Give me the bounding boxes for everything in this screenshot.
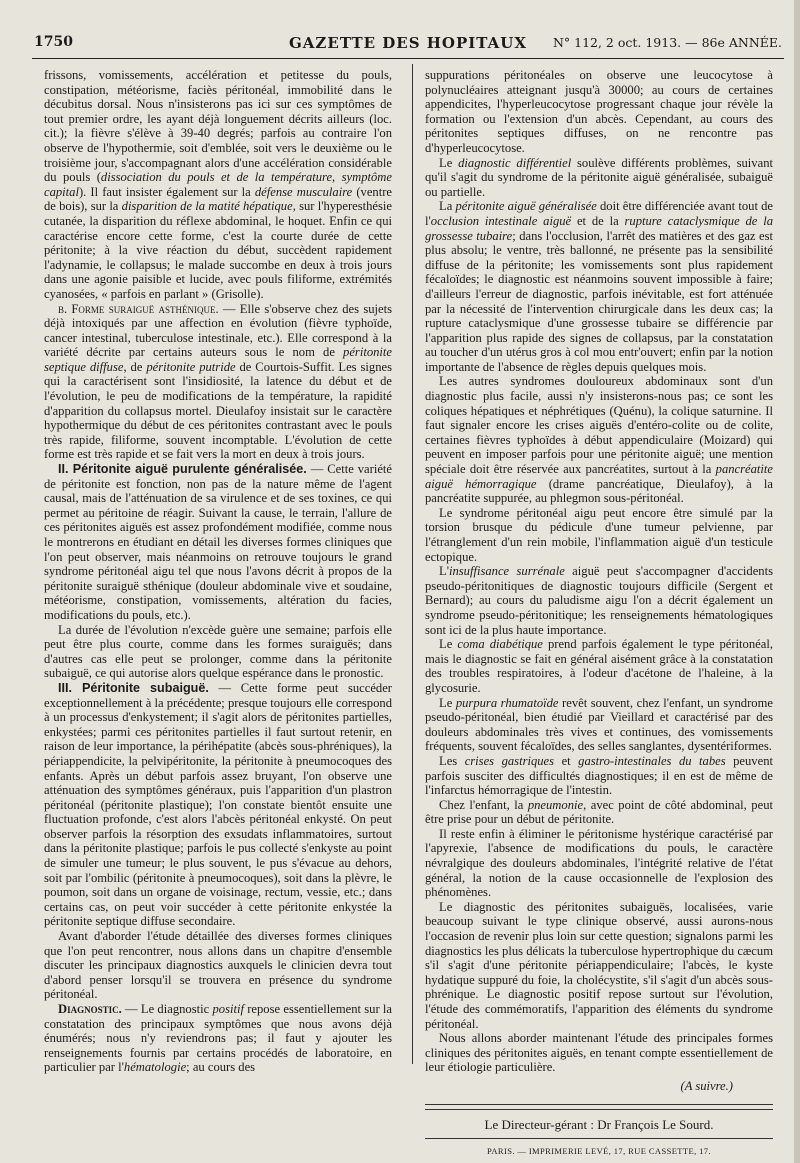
paragraph-peritonite-purulente: II. Péritonite aiguë purulente généralisée. — Cette variété de péritonite est fonction, non pas de la nature même de l'agent causal, mais de l'atténuation de sa virulence et de ses toxines, ce qui permet au péritoine de réagir. Suivant la cause, le terrain, l'allure de ces péritonites aiguës est assez profondément modifiée, comme nous le montrerons en étudiant en détail les diverses formes cliniques que l'on peut observer, mais néanmoins on retrouve toujours le grand syndrome péritonéal aigu tel que nous l'avons décrit à propos de la péritonite suraiguë sthénique (douleur abdominale vive et soudaine, météorisme, constipation, vomissements, altération du facies, modifications du pouls, etc.).	[44, 462, 392, 622]
paragraph: Le coma diabétique prend parfois également le type péritonéal, mais le diagnostic se fait en général aisément grâce à la constatation des troubles respiratoires, à l'odeur d'acétone de l'haleine, à la glycosurie.	[425, 637, 773, 695]
paragraph: Le diagnostic différentiel soulève différents problèmes, suivant qu'il s'agit du syndrome de la péritonite aiguë généralisée, subaiguë ou partielle.	[425, 155, 773, 199]
journal-title: GAZETTE DES HOPITAUX	[288, 34, 527, 52]
paragraph: Le syndrome péritonéal aigu peut encore être simulé par la torsion brusque du pédicule d'une tumeur pelvienne, par l'étranglement d'un rein mobile, l'inflammation aiguë d'un testicule ectopique.	[425, 505, 773, 564]
left-column	[44, 68, 392, 1128]
page-header	[32, 28, 784, 59]
paragraph: frissons, vomissements, accélération et petitesse du pouls, constipation, météorisme, faciès péritonéal, immobilité dans le décubitus dorsal. Nous n'insisterons pas ici sur ces symptômes de tout premier ordre, les ayant déjà longuement décrits ailleurs (loc. cit.); la fièvre s'élève à 39-40 degrés; parfois au contraire l'on observe de l'hypothermie, soit d'emblée, soit vers le deuxième ou le troisième jour, s'accompagnant alors d'une accélération considérable du pouls (dissociation du pouls et de la température, symptôme capital). Il faut insister également sur la défense musculaire (ventre de bois), sur la disparition de la matité hépatique, sur l'hyperesthésie cutanée, la disparition du réflexe abdominal, le hoquet. Enfin ce qui caractérise encore cette forme, c'est la courte durée de cette péritonite; à la vive réaction du début, succèdent rapidement l'adynamie, le collapsus; le malade succombe en deux à trois jours dans une agonie paisible et lucide, avec pouls filiforme, extrémités cyanosées, « parfois en parlant » (Grisolle).	[44, 68, 393, 301]
section-label: b. Forme suraiguë asthénique.	[58, 301, 219, 316]
paragraph: Il reste enfin à éliminer le péritonisme hystérique caractérisé par l'apyrexie, l'absence de modifications du pouls, le caractère névralgique des douleurs abdominales, l'intégrité relative de l'état général, la notion de la cause occasionnelle de l'explosion des phénomènes.	[425, 826, 773, 900]
paragraph: Chez l'enfant, la pneumonie, avec point de côté abdominal, peut être prise pour un début de péritonite.	[425, 797, 773, 827]
issue-info: N° 112, 2 oct. 1913. — 86e ANNÉE.	[552, 35, 782, 50]
paragraph-forme-suraigue: b. Forme suraiguë asthénique. — Elle s'observe chez des sujets déjà intoxiqués par une affection en évolution (fièvre typhoïde, cancer intestinal, tuberculose intestinale, etc.). Elle correspond à la variété décrite par certains auteurs sous le nom de péritonite septique diffuse, de péritonite putride de Courtois-Suffit. Les signes qui la caractérisent sont l'insidiosité, la latence du début et de l'évolution, le peu de modifications de la température, la rapidité d'apparition du collapsus mortel. Dieulafoy insistait sur le caractère hypothermique du début de ces péritonites contrastant avec le pouls très rapide, filiforme, souvent incomptable. L'évolution de cette forme est très rapide et se fait vers la mort en deux à trois jours.	[44, 301, 393, 462]
paragraph: Le diagnostic des péritonites subaiguës, localisées, varie beaucoup suivant le type clinique observé, aussi aurons-nous l'occasion de revenir plus loin sur cette question; signalons parmi les diagnostics les plus délicats la tuberculose hypertrophique du cæcum s'il s'agit d'une péritonite périappendiculaire; l'abcès, le kyste hydatique suppuré du foie, la cholécystite, s'il s'agit d'un abcès sous-phrénique. Le diagnostic positif repose surtout sur l'évolution, l'étude des commémoratifs, l'apparition des éléments du syndrome péritonéal.	[425, 899, 773, 1031]
paragraph: L'insuffisance surrénale aiguë peut s'accompagner d'accidents pseudo-péritonitiques de diagnostic toujours difficile (Sergent et Bernard); au cours du paludisme aigu l'on a décrit également un syndrome pseudo-péritonitique; les renseignements hématologiques sont ici de la plus haute importance.	[425, 564, 773, 637]
to-be-continued: (A suivre.)	[680, 1078, 733, 1093]
page-edge	[794, 0, 800, 1163]
paragraph: Le purpura rhumatoïde revêt souvent, chez l'enfant, un syndrome pseudo-péritonéal, bien étudié par Vieillard et caractérisé par des douleurs abdominales très vives et continues, des vomissements fréquents, souvent fécaloïdes, des selles sanglantes, dysentériformes.	[425, 695, 773, 754]
column-rule	[412, 64, 413, 1064]
director-signature: Le Directeur-gérant : Dr François Le Sourd.	[484, 1116, 714, 1132]
paragraph: Avant d'aborder l'étude détaillée des diverses formes cliniques que l'on peut rencontrer, nous allons dans un chapitre d'ensemble discuter les principaux diagnostics auxquels le clinicien devra tout d'abord penser lorsqu'il se trouvera en présence du syndrome péritonéal.	[44, 929, 392, 1002]
paragraph-diagnostic: Diagnostic. — Le diagnostic positif repose essentiellement sur la constatation des principaux symptômes que nous avons déjà énumérés; nous n'y reviendrons pas; il faut y ajouter les renseignements fournis par certains procédés de laboratoire, en particulier par l'hématologie; au cours des	[44, 1002, 392, 1075]
right-column	[425, 68, 774, 1157]
printer-line: PARIS. — IMPRIMERIE LEVÉ, 17, RUE CASSETTE, 17.	[425, 1138, 773, 1159]
paragraph: La durée de l'évolution n'excède guère une semaine; parfois elle peut être plus courte, comme dans les formes suraiguës; dans d'autres cas elle peut se prolonger, comme dans la péritonite subaiguë, ce qui autorise alors quelque espérance dans le pronostic.	[44, 622, 392, 681]
paragraph: suppurations péritonéales on observe une leucocytose à polynucléaires atteignant jusqu'à 30000; au cours de certaines appendicites, l'hyperleucocytose progressant chaque jour révèle la formation ou l'extension d'un abcès. Cependant, au cours des péritonites septiques diffuses, on ne rencontre pas d'hyperleucocytose.	[425, 68, 773, 155]
section-label: Diagnostic.	[58, 1002, 122, 1016]
section-heading: II. Péritonite aiguë purulente généralisée.	[58, 462, 307, 477]
paragraph-peritonite-subaigue: III. Péritonite subaiguë. — Cette forme peut succéder exceptionnellement à la précédente; presque toujours elle correspond à un processus d'enkystement; il s'agit alors de péritonites partielles, enkystées; parmi ces péritonites partielles il faut surtout retenir, en raison de leur importance, la périhépatite (abcès sous-phréniques), la périappendicite, la pelvipéritonite, la péritonite à pneumocoques des enfants. Après un début parfois assez bruyant, l'on observe une atténuation des symptômes généraux, puis l'apparition d'un plastron péritonéal (péritonite plastique); l'on constate bientôt ensuite une fluctuation profonde, c'est alors l'abcès péritonéal enkysté. On peut observer parfois la résorption des exsudats inflammatoires, surtout dans la péritonite plastique; parfois le pus collecté s'enkyste au point de simuler une tumeur; le plus souvent, le pus s'évacue au dehors, soit par l'ombilic (péritonite à pneumocoques), soit dans la plèvre, le poumon, soit dans un organe de voisinage, rectum, vessie, etc.; dans certains cas, on peut voir succéder à cette péritonite enkystée la péritonite septique diffuse secondaire.	[44, 680, 393, 929]
page-number: 1750	[34, 34, 73, 50]
paragraph: Les crises gastriques et gastro-intestinales du tabes peuvent parfois susciter des difficultés diagnostiques; il en est de même de l'infarctus hémorragique de l'intestin.	[425, 753, 773, 798]
paragraph: La péritonite aiguë généralisée doit être différenciée avant tout de l'occlusion intestinale aiguë et de la rupture cataclysmique de la grossesse tubaire; dans l'occlusion, l'arrêt des matières et des gaz est plus absolu; le ventre, très ballonné, ne présente pas la sensibilité diffuse de la péritonite; les vomissements sont plus rapidement fécaloïdes; le diagnostic est néanmoins souvent impossible à faire; d'ailleurs l'erreur de diagnostic, parfois inévitable, est fort atténuée par la nécessité de l'intervention chirurgicale dans les deux cas; la rupture cataclysmique d'une grossesse tubaire se différencie par l'apparition plus rapide des signes de collapsus, par la constatation au toucher d'un utérus gros à col mou entr'ouvert; enfin par la notion importante de l'absence de règles depuis quelques mois.	[425, 199, 774, 374]
section-heading: III. Péritonite subaiguë.	[58, 680, 209, 695]
paragraph: Les autres syndromes douloureux abdominaux sont d'un diagnostic plus facile, aussi n'y insisterons-nous pas; ce sont les coliques hépatiques et néphrétiques (Quénu), la colique saturnine. Il faut signaler encore les crises aiguës d'entéro-colite ou de colite, certaines fièvres typhoïdes à début appendiculaire (Moizard) qui peuvent en imposer parfois pour une péritonite aiguë; une mention spéciale doit être réservée aux pancréatites, surtout à la pancréatite aiguë hémorragique (drame pancréatique, Dieulafoy), à la pancréatite suppurée, au phlegmon sous-péritonéal.	[425, 374, 773, 506]
footer-rule	[425, 1104, 773, 1110]
paragraph: Nous allons aborder maintenant l'étude des principales formes cliniques des péritonites aiguës, en tenant compte essentiellement de leur étiologie particulière.	[425, 1031, 773, 1075]
